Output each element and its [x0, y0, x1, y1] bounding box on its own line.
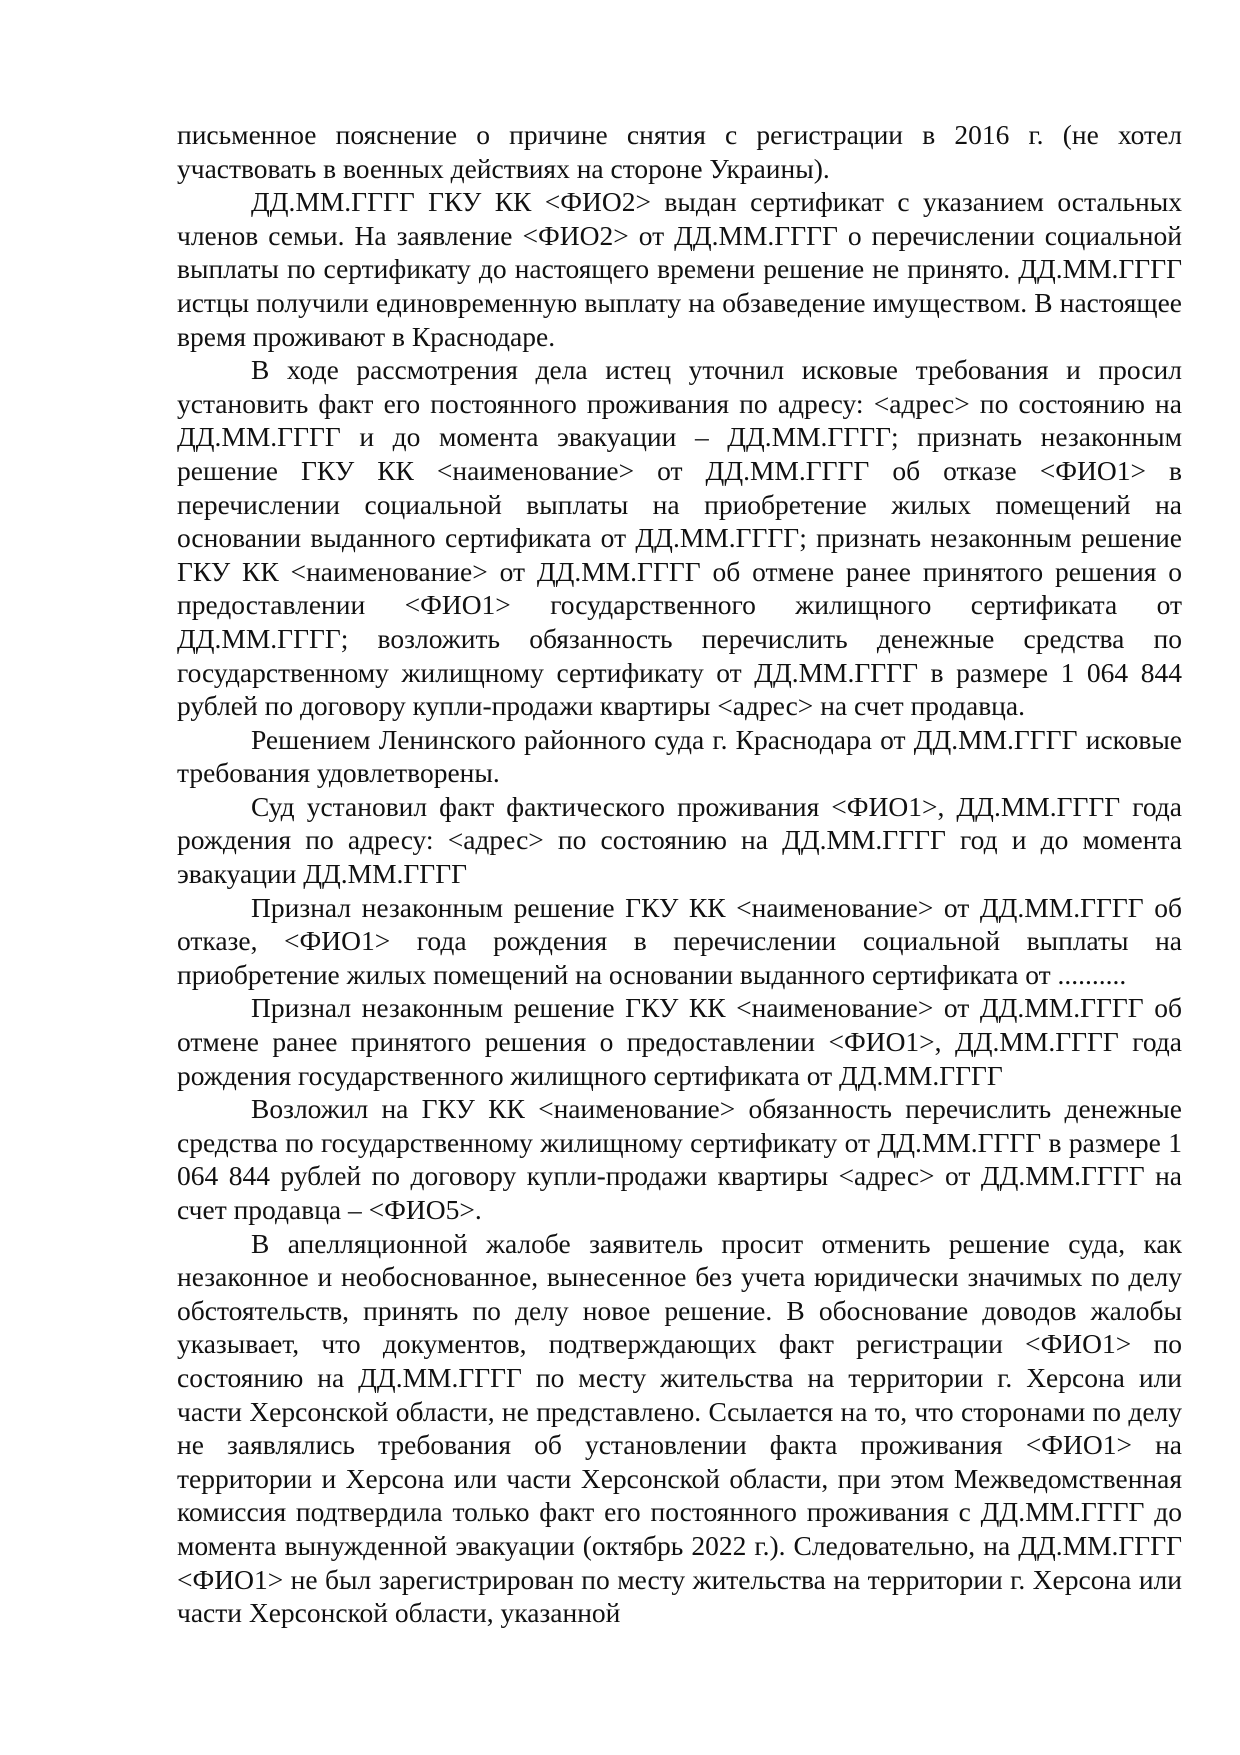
paragraph-3: В ходе рассмотрения дела истец уточнил исковые требования и просил установить факт его постоянного проживания по адресу: <адрес> по состоянию на ДД.ММ.ГГГГ и до момента эвакуации – ДД.ММ.ГГГГ; признать незаконным решение ГКУ КК <наименование> от ДД.ММ.ГГГГ об отказе <ФИО1> в перечислении социальной выплаты на приобретение жилых помещений на основании выданного сертификата от ДД.ММ.ГГГГ; признать незаконным решение ГКУ КК <наименование> от ДД.ММ.ГГГГ об отмене ранее принятого решения о предоставлении <ФИО1> государственного жилищного сертификата от ДД.ММ.ГГГГ; возложить обязанность перечислить денежные средства по государственному жилищному сертификату от ДД.ММ.ГГГГ в размере 1 064 844 рублей по договору купли-продажи квартиры <адрес> на счет продавца. — [177, 354, 1182, 722]
paragraph-1: письменное пояснение о причине снятия с регистрации в 2016 г. (не хотел участвовать в военных действиях на стороне Украины). — [177, 119, 1182, 184]
paragraph-9: В апелляционной жалобе заявитель просит отменить решение суда, как незаконное и необоснованное, вынесенное без учета юридически значимых по делу обстоятельств, принять по делу новое решение. В обоснование доводов жалобы указывает, что документов, подтверждающих факт регистрации <ФИО1> по состоянию на ДД.ММ.ГГГГ по месту жительства на территории г. Херсона или части Херсонской области, не представлено. Ссылается на то, что сторонами по делу не заявлялись требования об установлении факта проживания <ФИО1> на территории и Херсона или части Херсонской области, при этом Межведомственная комиссия подтвердила только факт его постоянного проживания с ДД.ММ.ГГГГ до момента вынужденной эвакуации (октябрь 2022 г.). Следовательно, на ДД.ММ.ГГГГ <ФИО1> не был зарегистрирован по месту жительства на территории г. Херсона или части Херсонской области, указанной — [177, 1227, 1182, 1629]
paragraph-5: Суд установил факт фактического проживания <ФИО1>, ДД.ММ.ГГГГ года рождения по адресу: <адрес> по состоянию на ДД.ММ.ГГГГ год и до момента эвакуации ДД.ММ.ГГГГ — [177, 790, 1182, 890]
paragraph-7: Признал незаконным решение ГКУ КК <наименование> от ДД.ММ.ГГГГ об отмене ранее принятого решения о предоставлении <ФИО1>, ДД.ММ.ГГГГ года рождения государственного жилищного сертификата от ДД.ММ.ГГГГ — [177, 992, 1182, 1091]
paragraph-6: Признал незаконным решение ГКУ КК <наименование> от ДД.ММ.ГГГГ об отказе, <ФИО1> года рождения в перечислении социальной выплаты на приобретение жилых помещений на основании выданного сертификата от .......... — [177, 891, 1182, 990]
paragraph-4: Решением Ленинского районного суда г. Краснодара от ДД.ММ.ГГГГ исковые требования удовлетворены. — [177, 723, 1182, 789]
paragraph-2: ДД.ММ.ГГГГ ГКУ КК <ФИО2> выдан сертификат с указанием остальных членов семьи. На заявление <ФИО2> от ДД.ММ.ГГГГ о перечислении социальной выплаты по сертификату до настоящего времени решение не принято. ДД.ММ.ГГГГ истцы получили единовременную выплату на обзаведение имуществом. В настоящее время проживают в Краснодаре. — [177, 186, 1182, 352]
paragraph-8: Возложил на ГКУ КК <наименование> обязанность перечислить денежные средства по государственному жилищному сертификату от ДД.ММ.ГГГГ в размере 1 064 844 рублей по договору купли-продажи квартиры <адрес> от ДД.ММ.ГГГГ на счет продавца – <ФИО5>. — [177, 1093, 1182, 1225]
document-body — [177, 118, 1182, 1630]
